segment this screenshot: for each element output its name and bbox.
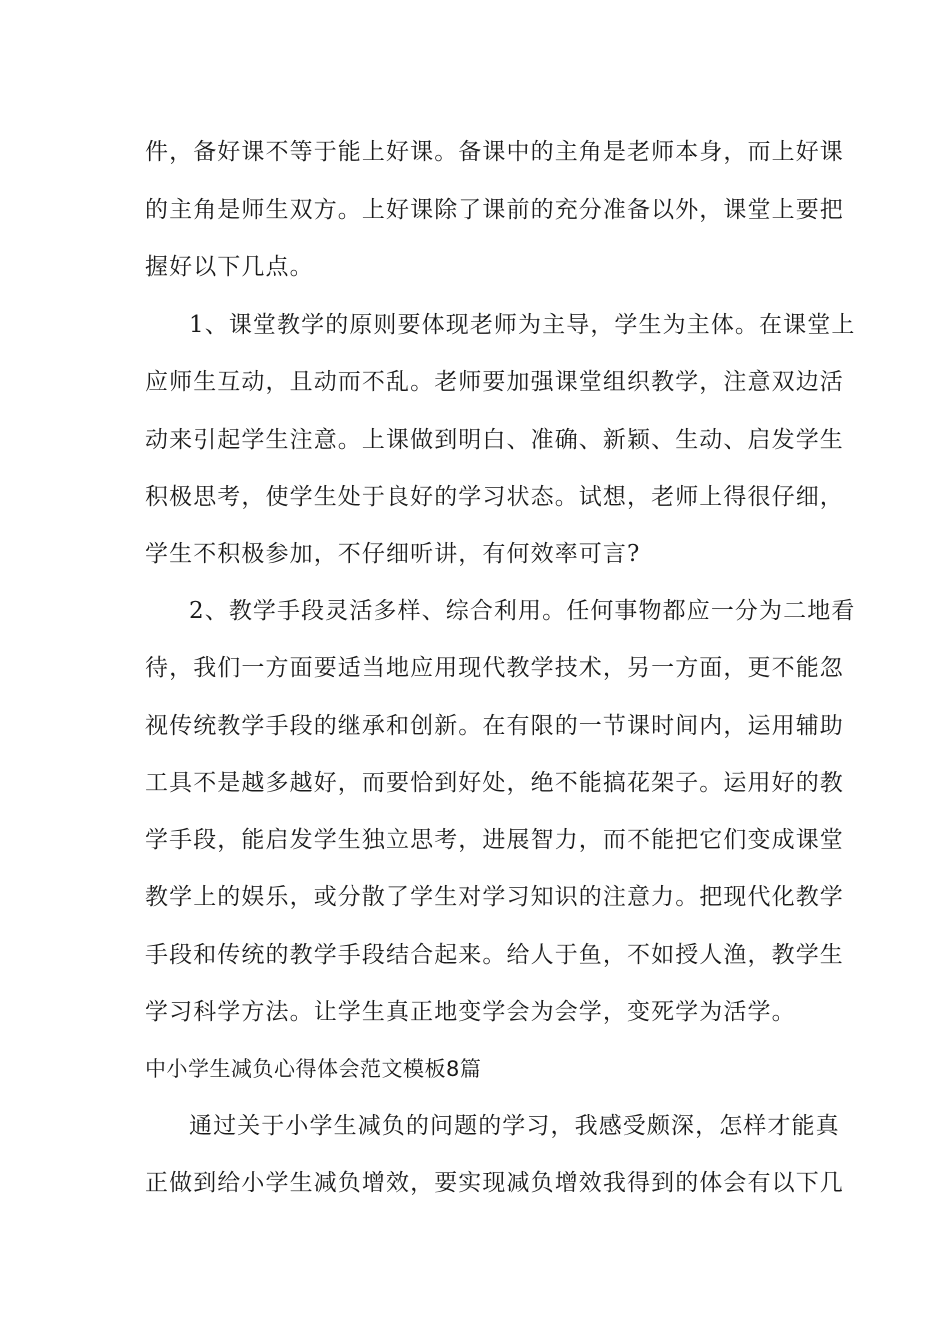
paragraph-3-line-6: 教学上的娱乐，或分散了学生对学习知识的注意力。把现代化教学 bbox=[145, 884, 844, 910]
paragraph-1-line-3: 握好以下几点。 bbox=[145, 254, 314, 280]
paragraph-2-line-1: 1、课堂教学的原则要体现老师为主导，学生为主体。在课堂上 bbox=[189, 312, 856, 338]
paragraph-3-line-1: 2、教学手段灵活多样、综合利用。任何事物都应一分为二地看 bbox=[189, 598, 856, 624]
paragraph-2-line-4: 积极思考，使学生处于良好的学习状态。试想，老师上得很仔细， bbox=[145, 484, 844, 510]
paragraph-2-line-5: 学生不积极参加，不仔细听讲，有何效率可言? bbox=[145, 541, 641, 567]
paragraph-3-line-5: 学手段，能启发学生独立思考，进展智力，而不能把它们变成课堂 bbox=[145, 827, 844, 853]
paragraph-4-line-1: 通过关于小学生减负的问题的学习，我感受颇深，怎样才能真 bbox=[189, 1113, 840, 1139]
paragraph-3-line-2: 待，我们一方面要适当地应用现代教学技术，另一方面，更不能忽 bbox=[145, 655, 844, 681]
paragraph-1-line-1: 件，备好课不等于能上好课。备课中的主角是老师本身，而上好课 bbox=[145, 139, 844, 165]
paragraph-3-line-7: 手段和传统的教学手段结合起来。给人于鱼，不如授人渔，教学生 bbox=[145, 942, 844, 968]
paragraph-4-line-2: 正做到给小学生减负增效，要实现减负增效我得到的体会有以下几 bbox=[145, 1170, 844, 1196]
section-heading: 中小学生减负心得体会范文模板8篇 bbox=[145, 1057, 482, 1081]
paragraph-2-line-3: 动来引起学生注意。上课做到明白、准确、新颖、生动、启发学生 bbox=[145, 427, 844, 453]
paragraph-3-line-8: 学习科学方法。让学生真正地变学会为会学，变死学为活学。 bbox=[145, 999, 796, 1025]
paragraph-3-line-4: 工具不是越多越好，而要恰到好处，绝不能搞花架子。运用好的教 bbox=[145, 770, 844, 796]
paragraph-2-line-2: 应师生互动，且动而不乱。老师要加强课堂组织教学，注意双边活 bbox=[145, 369, 844, 395]
paragraph-1-line-2: 的主角是师生双方。上好课除了课前的充分准备以外，课堂上要把 bbox=[145, 197, 844, 223]
paragraph-3-line-3: 视传统教学手段的继承和创新。在有限的一节课时间内，运用辅助 bbox=[145, 713, 844, 739]
